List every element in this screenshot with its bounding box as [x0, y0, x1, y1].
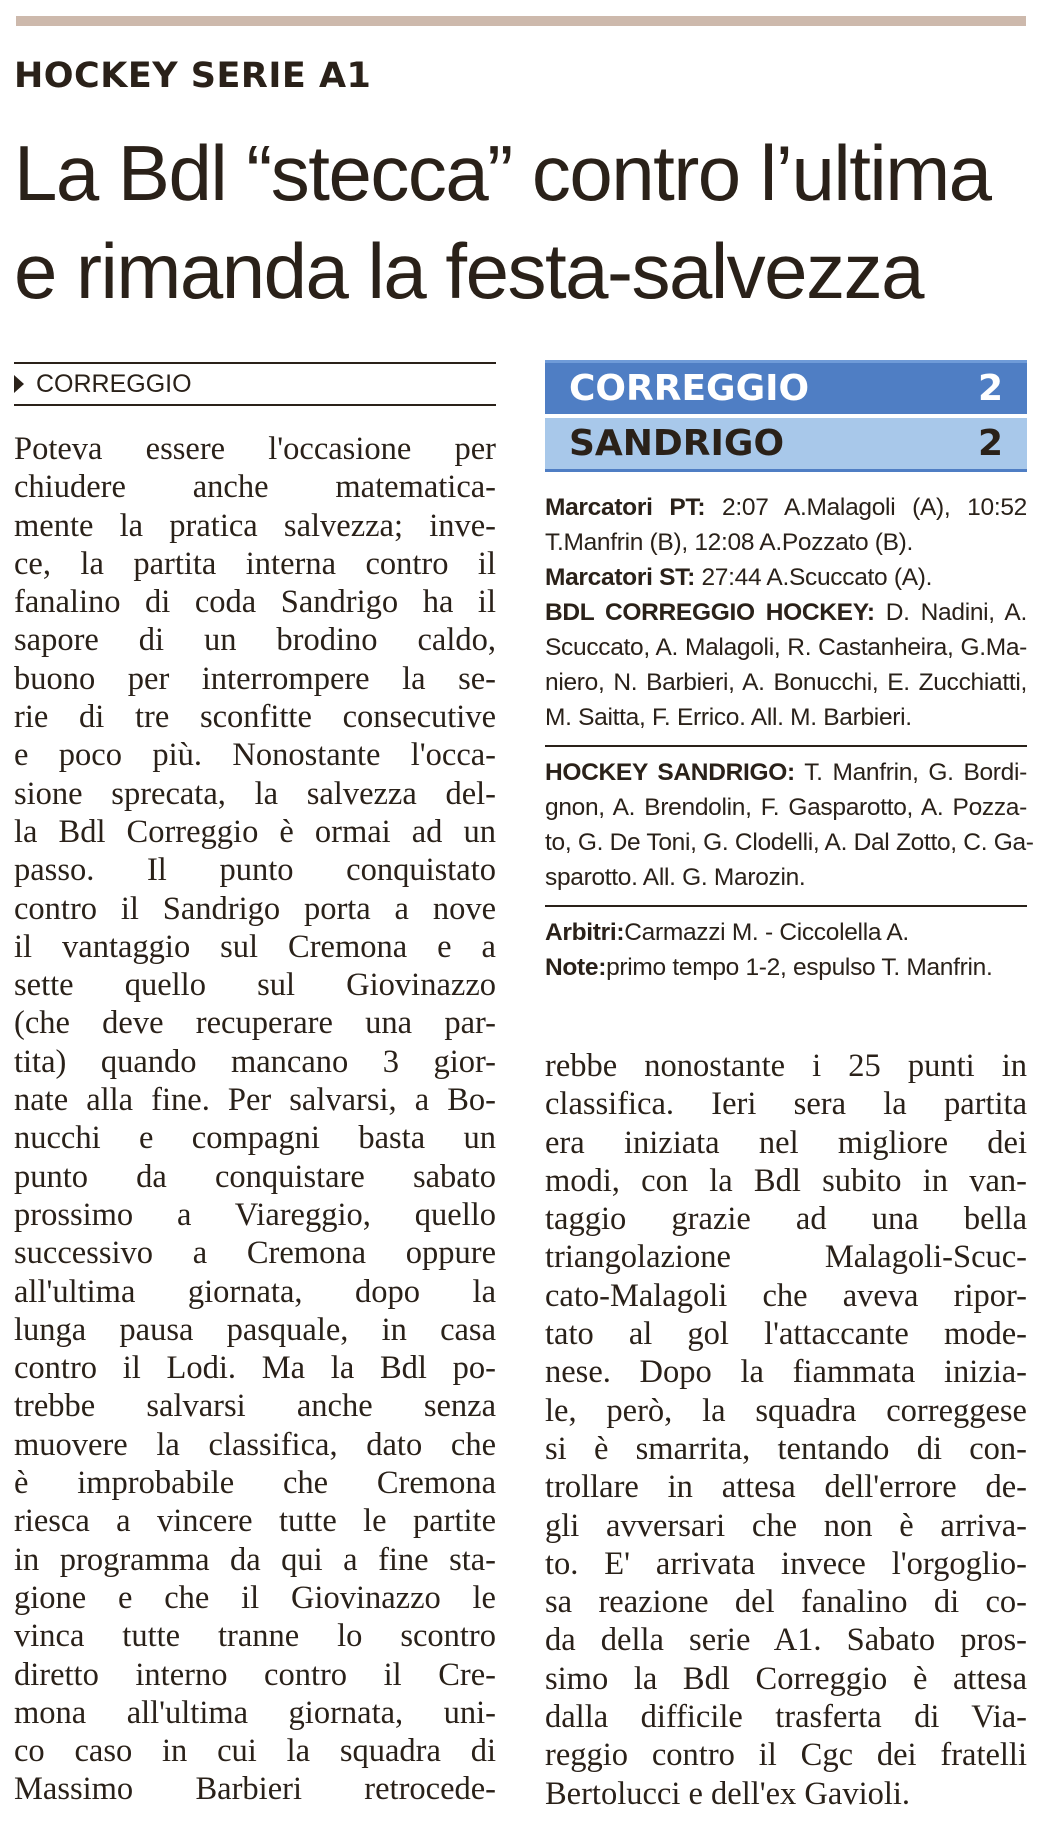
facts-divider: [545, 745, 1027, 747]
text-line: vinca tutte tranne lo scontro: [14, 1618, 496, 1655]
text-line: sette quello sul Giovinazzo: [14, 967, 496, 1004]
text-line: dalla difficile trasferta di Via-: [545, 1699, 1027, 1736]
text-line: gione e che il Giovinazzo le: [14, 1579, 496, 1616]
text-line: rie di tre sconfitte consecutive: [14, 699, 496, 736]
text-line: sapore di un brodino caldo,: [14, 622, 496, 659]
scorers-second-half: [545, 560, 1027, 595]
text-line: to. E' arrivata invece l'orgoglio-: [545, 1545, 1027, 1582]
text-line: nucchi e compagni basta un: [14, 1120, 496, 1157]
text-line: rebbe nonostante i 25 punti in: [545, 1048, 1027, 1084]
text-line: simo la Bdl Correggio è attesa: [545, 1660, 1027, 1697]
scorers-second-half-text: 27:44 A.Scuccato (A).: [701, 564, 933, 591]
text-line: prossimo a Viareggio, quello: [14, 1196, 496, 1233]
home-lineup: [545, 595, 1027, 630]
text-line: (che deve recuperare una par-: [14, 1005, 496, 1042]
scorers-first-half-label: Marcatori PT:: [545, 494, 706, 521]
text-line: sione sprecata, la salvezza del-: [14, 775, 496, 812]
text-line: le, però, la squadra correggese: [545, 1392, 1027, 1429]
scorers-second-half-label: Marcatori ST:: [545, 564, 695, 591]
scorers-first-half-cont: T.Manfrin (B), 12:08 A.Pozzato (B).: [545, 529, 914, 556]
text-line: chiudere anche matematica-: [14, 469, 496, 506]
text-line: Massimo Barbieri retrocede-: [14, 1771, 496, 1808]
dateline: [14, 362, 496, 406]
text-line: e poco più. Nonostante l'occa-: [14, 737, 496, 774]
text-line: muovere la classifica, dato che: [14, 1426, 496, 1463]
text-line: punto da conquistare sabato: [14, 1158, 496, 1195]
away-lineup-label: HOCKEY SANDRIGO:: [545, 759, 795, 786]
match-facts: [545, 490, 1034, 985]
text-line: è improbabile che Cremona: [14, 1465, 496, 1502]
home-team-name: CORREGGIO: [569, 368, 810, 409]
text-line: mente la pratica salvezza; inve-: [14, 507, 496, 544]
away-lineup-text: T. Manfrin, G. Bordi-: [804, 759, 1027, 786]
text-line: Bertolucci e dell'ex Gavioli.: [545, 1775, 911, 1812]
text-line: reggio contro il Cgc dei fratelli: [545, 1737, 1027, 1774]
article-column-2: [545, 1047, 1027, 1813]
text-line: triangolazione Malagoli-Scuc-: [545, 1239, 1027, 1276]
home-team-score: 2: [977, 368, 1003, 409]
away-team-score: 2: [977, 423, 1003, 464]
text-line: contro il Lodi. Ma la Bdl po-: [14, 1350, 496, 1387]
text-line: contro il Sandrigo porta a nove: [14, 890, 496, 927]
home-lineup-line: Scuccato, A. Malagoli, R. Castanheira, G.Ma-: [545, 634, 1027, 661]
dateline-marker-icon: [14, 375, 24, 393]
scoreboard: [545, 360, 1027, 476]
text-line: mona all'ultima giornata, uni-: [14, 1694, 496, 1731]
referees-text: Carmazzi M. - Ciccolella A.: [624, 919, 909, 946]
scoreboard-away-row: [545, 418, 1027, 472]
away-lineup-line: to, G. De Toni, G. Clodelli, A. Dal Zotto, C. Ga-: [545, 829, 1034, 856]
text-line: lunga pausa pasquale, in casa: [14, 1311, 496, 1348]
text-line: ce, la partita interna contro il: [14, 545, 496, 582]
text-line: modi, con la Bdl subito in van-: [545, 1162, 1027, 1199]
text-line: fanalino di coda Sandrigo ha il: [14, 584, 496, 621]
text-line: Poteva essere l'occasione per: [14, 431, 496, 467]
referees: [545, 915, 1027, 950]
text-line: gli avversari che non è arriva-: [545, 1507, 1027, 1544]
text-line: successivo a Cremona oppure: [14, 1235, 496, 1272]
headline: [14, 124, 1029, 320]
home-lineup-label: BDL CORREGGIO HOCKEY:: [545, 599, 875, 626]
text-line: all'ultima giornata, dopo la: [14, 1273, 496, 1310]
text-line: sa reazione del fanalino di co-: [545, 1584, 1027, 1621]
top-rule: [16, 16, 1026, 26]
facts-divider: [545, 905, 1027, 907]
away-team-name: SANDRIGO: [569, 423, 785, 464]
away-lineup-line: sparotto. All. G. Marozin.: [545, 864, 806, 891]
text-line: buono per interrompere la se-: [14, 660, 496, 697]
home-lineup-text: D. Nadini, A.: [885, 599, 1027, 626]
text-line: riesca a vincere tutte le partite: [14, 1503, 496, 1540]
away-lineup: [545, 755, 1027, 790]
away-lineup-line: gnon, A. Brendolin, F. Gasparotto, A. Pozza-: [545, 794, 1027, 821]
home-lineup-line: niero, N. Barbieri, A. Bonucchi, E. Zucchiatti,: [545, 669, 1027, 696]
scorers-first-half: [545, 490, 1027, 525]
scorers-first-half-text: 2:07 A.Malagoli (A), 10:52: [722, 494, 1027, 521]
text-line: nate alla fine. Per salvarsi, a Bo-: [14, 1082, 496, 1119]
text-line: trollare in attesa dell'errore de-: [545, 1469, 1027, 1506]
headline-line-2: e rimanda la festa-salvezza: [14, 227, 923, 315]
notes-label: Note:: [545, 954, 607, 981]
text-line: era iniziata nel migliore dei: [545, 1124, 1027, 1161]
notes: [545, 950, 1027, 985]
text-line: tato al gol l'attaccante mode-: [545, 1316, 1027, 1353]
text-line: il vantaggio sul Cremona e a: [14, 928, 496, 965]
text-line: in programma da qui a fine sta-: [14, 1541, 496, 1578]
referees-label: Arbitri:: [545, 919, 625, 946]
text-line: cato-Malagoli che aveva ripor-: [545, 1277, 1027, 1314]
dateline-text: CORREGGIO: [36, 369, 192, 398]
text-line: la Bdl Correggio è ormai ad un: [14, 813, 496, 850]
text-line: da della serie A1. Sabato pros-: [545, 1622, 1027, 1659]
headline-line-1: La Bdl “stecca” contro l’ultima: [14, 129, 991, 217]
text-line: co caso in cui la squadra di: [14, 1733, 496, 1770]
notes-text: primo tempo 1-2, espulso T. Manfrin.: [606, 954, 993, 981]
scoreboard-home-row: [545, 360, 1027, 414]
text-line: passo. Il punto conquistato: [14, 852, 496, 889]
text-line: trebbe salvarsi anche senza: [14, 1388, 496, 1425]
text-line: diretto interno contro il Cre-: [14, 1656, 496, 1693]
text-line: si è smarrita, tentando di con-: [545, 1430, 1027, 1467]
text-line: taggio grazie ad una bella: [545, 1201, 1027, 1238]
article-column-1: [14, 430, 496, 1809]
section-kicker: HOCKEY SERIE A1: [14, 56, 372, 96]
text-line: classifica. Ieri sera la partita: [545, 1086, 1027, 1123]
home-lineup-line: M. Saitta, F. Errico. All. M. Barbieri.: [545, 704, 912, 731]
text-line: tita) quando mancano 3 gior-: [14, 1043, 496, 1080]
text-line: nese. Dopo la fiammata iniziа-: [545, 1354, 1027, 1391]
